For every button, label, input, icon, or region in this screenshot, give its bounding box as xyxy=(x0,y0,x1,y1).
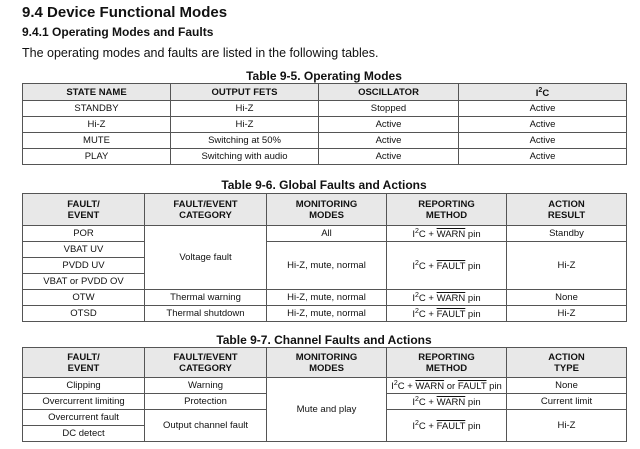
cell-result: Hi-Z xyxy=(507,410,627,442)
cell-event: VBAT UV xyxy=(23,242,145,258)
header-fault-category: FAULT/EVENT CATEGORY xyxy=(145,348,267,378)
cell: Hi-Z xyxy=(171,117,319,133)
table-row xyxy=(23,306,627,322)
header-action-type: ACTION TYPE xyxy=(507,348,627,378)
cell: Hi-Z xyxy=(171,101,319,117)
cell-category: Protection xyxy=(145,394,267,410)
global-faults-table xyxy=(22,193,627,322)
table-row xyxy=(23,242,627,258)
cell-reporting: $I^2C$ + FAULT pin xyxy=(387,306,507,322)
header-fault-event: FAULT/ EVENT xyxy=(23,194,145,226)
table-row xyxy=(23,226,627,242)
cell: PLAY xyxy=(23,149,171,165)
table-caption-channel-faults: Table 9-7. Channel Faults and Actions xyxy=(216,333,432,347)
cell-event: OTW xyxy=(23,290,145,306)
cell-monitoring: All xyxy=(267,226,387,242)
cell-category: Thermal shutdown xyxy=(145,306,267,322)
header-fault-event: FAULT/ EVENT xyxy=(23,348,145,378)
cell-event: VBAT or PVDD OV xyxy=(23,274,145,290)
channel-faults-table xyxy=(22,347,627,442)
cell-reporting: $I^2C$ + WARN pin xyxy=(387,226,507,242)
intro-text: The operating modes and faults are listed in the following tables. xyxy=(22,46,379,60)
cell: Active xyxy=(459,149,627,165)
cell-result: Current limit xyxy=(507,394,627,410)
cell-monitoring: Hi-Z, mute, normal xyxy=(267,306,387,322)
cell-category: Thermal warning xyxy=(145,290,267,306)
cell-event: Overcurrent limiting xyxy=(23,394,145,410)
cell: Switching at 50% xyxy=(171,133,319,149)
cell: Active xyxy=(459,101,627,117)
cell: Active xyxy=(459,117,627,133)
table-caption-global-faults: Table 9-6. Global Faults and Actions xyxy=(221,178,427,192)
header-fault-category: FAULT/EVENT CATEGORY xyxy=(145,194,267,226)
table-row xyxy=(23,378,627,394)
cell-result: None xyxy=(507,290,627,306)
cell-monitoring: Hi-Z, mute, normal xyxy=(267,290,387,306)
cell-result: Standby xyxy=(507,226,627,242)
header-i2c: $I^2C$ xyxy=(459,84,627,101)
table-row xyxy=(23,101,627,117)
cell: Active xyxy=(319,117,459,133)
cell-category: Voltage fault xyxy=(145,226,267,290)
header-action-result: ACTION RESULT xyxy=(507,194,627,226)
header-output-fets: OUTPUT FETS xyxy=(171,84,319,101)
cell-result: None xyxy=(507,378,627,394)
table-row xyxy=(23,117,627,133)
cell-event: Clipping xyxy=(23,378,145,394)
header-reporting-method: REPORTING METHOD xyxy=(387,194,507,226)
cell-event: DC detect xyxy=(23,426,145,442)
subsection-heading: 9.4.1 Operating Modes and Faults xyxy=(22,25,214,39)
header-oscillator: OSCILLATOR xyxy=(319,84,459,101)
header-monitoring-modes: MONITORING MODES xyxy=(267,194,387,226)
header-state-name: STATE NAME xyxy=(23,84,171,101)
cell-event: Overcurrent fault xyxy=(23,410,145,426)
table-caption-operating-modes: Table 9-5. Operating Modes xyxy=(246,69,402,83)
cell-event: PVDD UV xyxy=(23,258,145,274)
header-reporting-method: REPORTING METHOD xyxy=(387,348,507,378)
cell-reporting: $I^2C$ + FAULT pin xyxy=(387,242,507,290)
cell-reporting: $I^2C$ + WARN pin xyxy=(387,290,507,306)
cell: Active xyxy=(319,149,459,165)
cell: Active xyxy=(459,133,627,149)
cell-monitoring: Mute and play xyxy=(267,378,387,442)
cell-category: Output channel fault xyxy=(145,410,267,442)
cell: MUTE xyxy=(23,133,171,149)
table-row xyxy=(23,133,627,149)
table-row xyxy=(23,149,627,165)
cell-reporting: $I^2C$ + WARN pin xyxy=(387,394,507,410)
section-heading: 9.4 Device Functional Modes xyxy=(22,4,228,21)
cell-category: Warning xyxy=(145,378,267,394)
header-monitoring-modes: MONITORING MODES xyxy=(267,348,387,378)
cell: Hi-Z xyxy=(23,117,171,133)
cell-result: Hi-Z xyxy=(507,306,627,322)
cell-result: Hi-Z xyxy=(507,242,627,290)
cell: STANDBY xyxy=(23,101,171,117)
cell-reporting: $I^2C$ + WARN or FAULT pin xyxy=(387,378,507,394)
cell-event: POR xyxy=(23,226,145,242)
cell-event: OTSD xyxy=(23,306,145,322)
operating-modes-table xyxy=(22,83,627,165)
table-row xyxy=(23,290,627,306)
cell: Switching with audio xyxy=(171,149,319,165)
cell: Stopped xyxy=(319,101,459,117)
cell-reporting: $I^2C$ + FAULT pin xyxy=(387,410,507,442)
cell: Active xyxy=(319,133,459,149)
cell-monitoring: Hi-Z, mute, normal xyxy=(267,242,387,290)
